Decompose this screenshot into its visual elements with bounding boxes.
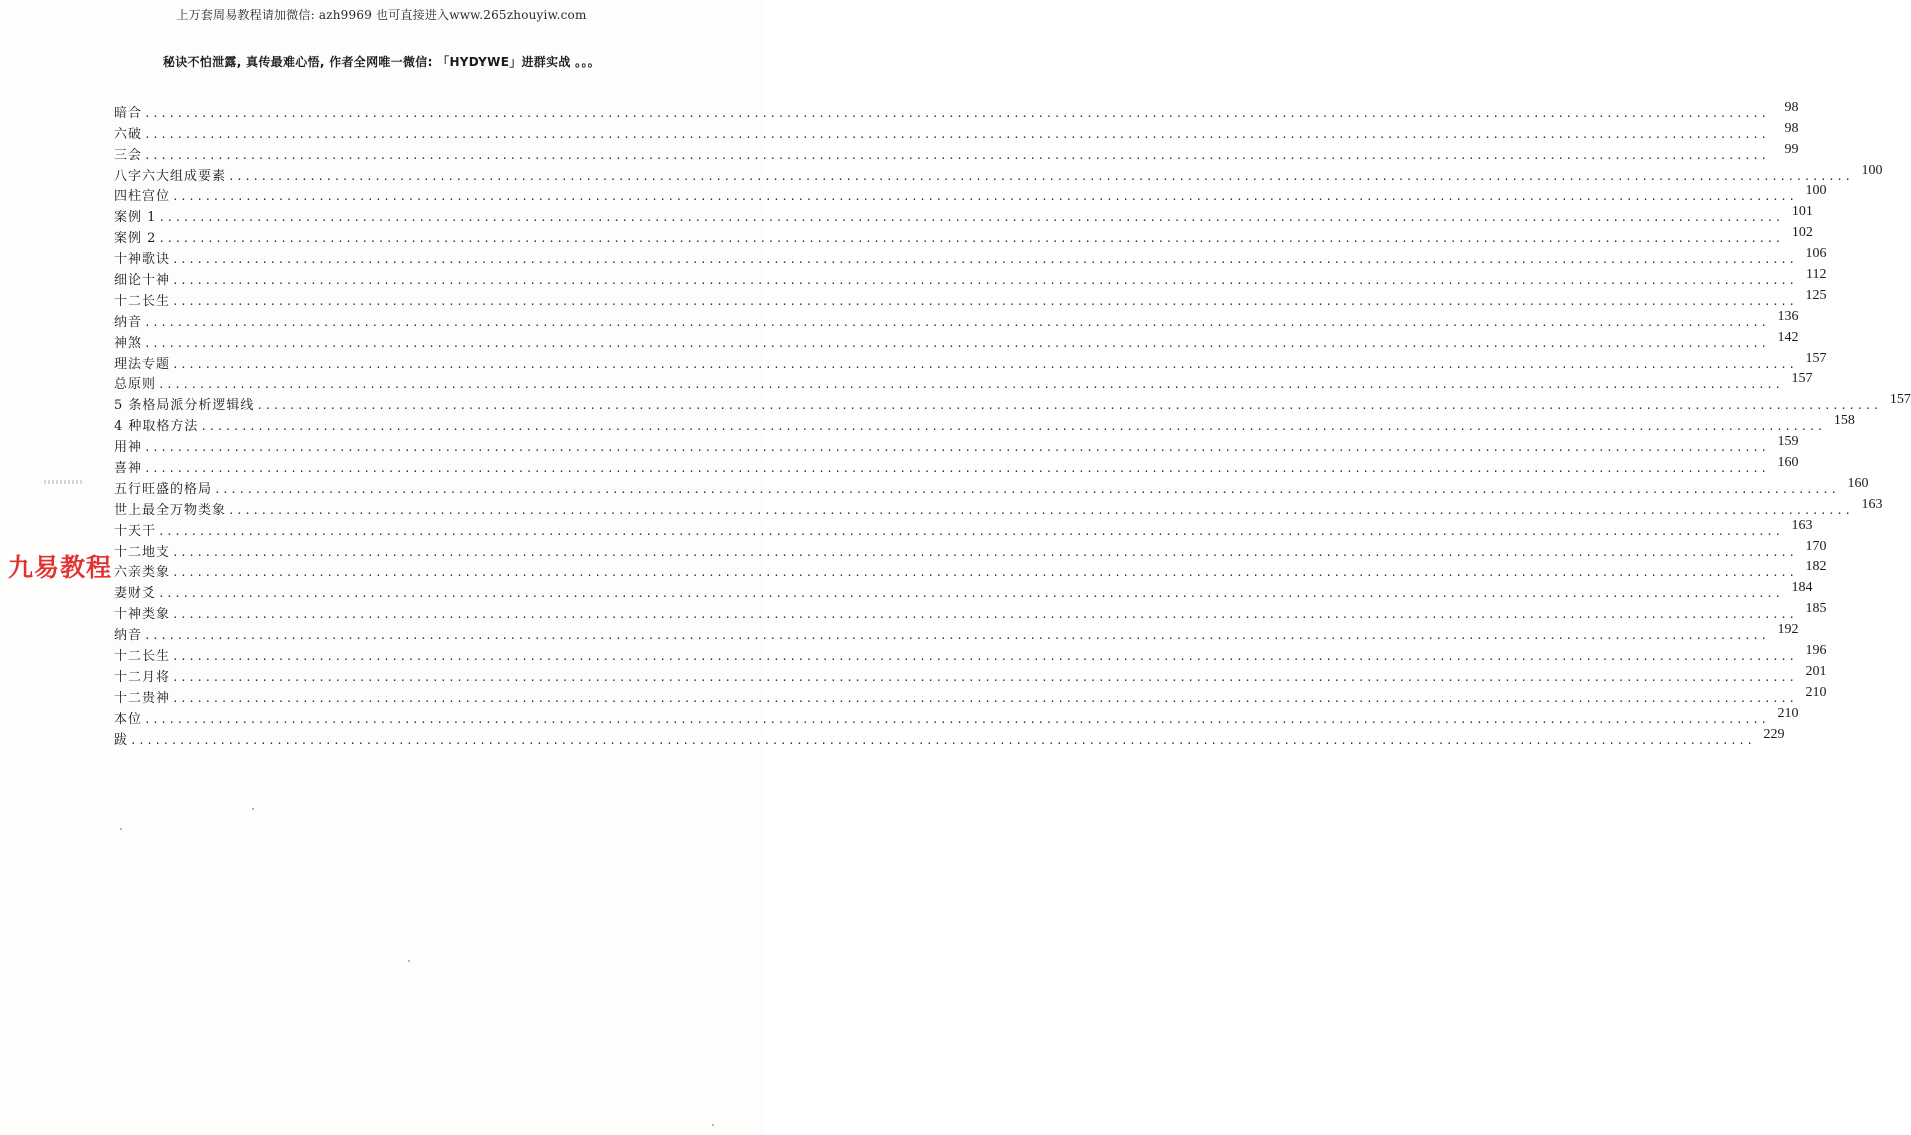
toc-entry [114,455,1799,477]
dot-leader: ........................................................................................................................................................................................................ [144,712,1769,726]
dot-leader: ........................................................................................................................................................................................................ [172,608,1797,622]
toc-entry-page-number: 163 [1791,517,1813,533]
dot-leader: ........................................................................................................................................................................................................ [172,670,1797,684]
toc-entry [114,99,1799,121]
toc-entry [114,225,1813,247]
toc-entry [114,141,1799,163]
toc-entry [114,267,1827,289]
toc-entry-title: 用神 [114,440,143,456]
toc-entry-page-number: 210 [1805,684,1827,700]
toc-entry-title: 跋 [114,732,129,748]
toc-entry-title: 案例 2 [114,231,157,247]
toc-entry [114,162,1883,184]
watermark-logo: 九易教程 [8,553,113,582]
author-wechat-line: 秘诀不怕泄露, 真传最难心悟, 作者全网唯一微信: 「HYDYWE」进群实战 。。。 [162,55,601,69]
toc-entry-title: 细论十神 [114,273,171,289]
toc-entry-title: 神煞 [114,335,143,351]
toc-entry-title: 三会 [114,147,143,163]
dot-leader: ........................................................................................................................................................................................................ [172,190,1797,204]
scan-speck [120,828,122,830]
toc-entry-page-number: 158 [1833,413,1855,429]
toc-entry-title: 世上最全万物类象 [114,502,227,518]
scan-speck [252,808,254,810]
dot-leader: ........................................................................................................................................................................................................ [144,127,1769,141]
toc-entry-title: 本位 [114,711,143,727]
toc-entry-title: 十神类象 [114,607,171,623]
toc-entry-title: 六破 [114,126,143,142]
toc-entry-page-number: 157 [1889,392,1911,408]
toc-entry-title: 理法专题 [114,356,171,372]
toc-entry-title: 十二长生 [114,649,171,665]
dot-leader: ........................................................................................................................................................................................................ [158,232,1783,246]
toc-entry-title: 四柱宫位 [114,189,171,205]
toc-entry-title: 八字六大组成要素 [114,168,227,184]
toc-entry-page-number: 100 [1861,162,1883,178]
dot-leader: ........................................................................................................................................................................................................ [214,482,1839,496]
toc-entry-title: 案例 1 [114,210,157,226]
toc-entry [114,308,1799,330]
dot-leader: ........................................................................................................................................................................................................ [172,274,1797,288]
toc-entry [114,392,1911,414]
toc-entry-page-number: 106 [1805,246,1827,262]
dot-leader: ........................................................................................................................................................................................................ [144,148,1769,162]
toc-entry-page-number: 163 [1861,496,1883,512]
toc-entry-page-number: 182 [1805,559,1827,575]
dot-leader: ........................................................................................................................................................................................................ [172,357,1797,371]
toc-entry-title: 纳音 [114,628,143,644]
dot-leader: ........................................................................................................................................................................................................ [144,106,1769,120]
dot-leader: ........................................................................................................................................................................................................ [144,462,1769,476]
toc-entry-page-number: 201 [1805,663,1827,679]
dot-leader: ........................................................................................................................................................................................................ [130,733,1755,747]
toc-entry-page-number: 99 [1784,141,1799,157]
table-of-contents [114,99,1911,748]
toc-entry [114,622,1799,644]
toc-entry-page-number: 196 [1805,643,1827,659]
toc-entry-title: 十天干 [114,523,157,539]
toc-entry [114,663,1827,685]
toc-entry-title: 十二地支 [114,544,171,560]
toc-entry [114,580,1813,602]
toc-entry [114,413,1855,435]
dot-leader: ........................................................................................................................................................................................................ [172,294,1797,308]
toc-entry-page-number: 159 [1777,434,1799,450]
toc-entry [114,120,1799,142]
header-promo-line: 上万套周易教程请加微信: azh9969 也可直接进入www.265zhouyiw.com [176,8,587,22]
toc-entry-page-number: 125 [1805,287,1827,303]
dot-leader: ........................................................................................................................................................................................................ [158,524,1783,538]
toc-entry [114,559,1827,581]
toc-entry [114,475,1869,497]
toc-entry-title: 十二贵神 [114,690,171,706]
dot-leader: ........................................................................................................................................................................................................ [228,503,1853,517]
toc-entry [114,371,1813,393]
dot-leader: ........................................................................................................................................................................................................ [200,420,1825,434]
toc-entry [114,287,1827,309]
dot-leader: ........................................................................................................................................................................................................ [172,691,1797,705]
dot-leader: ........................................................................................................................................................................................................ [144,441,1769,455]
toc-entry-page-number: 229 [1763,726,1785,742]
scan-speck [408,960,410,962]
toc-entry [114,434,1799,456]
toc-entry-page-number: 192 [1777,622,1799,638]
toc-entry-title: 十二月将 [114,669,171,685]
toc-entry-title: 总原则 [114,377,157,393]
toc-entry-page-number: 184 [1791,580,1813,596]
toc-entry [114,183,1827,205]
toc-entry [114,246,1827,268]
dot-leader: ........................................................................................................................................................................................................ [144,629,1769,643]
toc-entry [114,496,1883,518]
toc-entry-page-number: 136 [1777,308,1799,324]
dot-leader: ........................................................................................................................................................................................................ [144,315,1769,329]
toc-entry-title: 5 条格局派分析逻辑线 [114,398,255,414]
toc-entry-title: 六亲类象 [114,565,171,581]
scan-smudge [44,480,82,484]
toc-entry [114,329,1799,351]
dot-leader: ........................................................................................................................................................................................................ [172,650,1797,664]
toc-entry-page-number: 157 [1805,350,1827,366]
toc-entry-page-number: 142 [1777,329,1799,345]
toc-entry [114,684,1827,706]
toc-entry-page-number: 185 [1805,601,1827,617]
toc-entry-page-number: 98 [1784,99,1799,115]
dot-leader: ........................................................................................................................................................................................................ [172,545,1797,559]
toc-entry-page-number: 98 [1784,120,1799,136]
toc-entry-title: 妻财爻 [114,586,157,602]
toc-entry-page-number: 160 [1847,475,1869,491]
dot-leader: ........................................................................................................................................................................................................ [172,253,1797,267]
toc-entry [114,350,1827,372]
scan-speck [712,1124,714,1126]
toc-entry-page-number: 157 [1791,371,1813,387]
toc-entry-page-number: 170 [1805,538,1827,554]
dot-leader: ........................................................................................................................................................................................................ [256,399,1881,413]
toc-entry-title: 十二长生 [114,293,171,309]
toc-entry-title: 十神歌诀 [114,252,171,268]
toc-entry-page-number: 210 [1777,705,1799,721]
toc-entry [114,204,1813,226]
dot-leader: ........................................................................................................................................................................................................ [158,211,1783,225]
toc-entry-page-number: 100 [1805,183,1827,199]
toc-entry-page-number: 160 [1777,455,1799,471]
toc-entry-page-number: 101 [1791,204,1813,220]
toc-entry-title: 暗合 [114,105,143,121]
dot-leader: ........................................................................................................................................................................................................ [144,336,1769,350]
toc-entry-title: 4 种取格方法 [114,419,199,435]
dot-leader: ........................................................................................................................................................................................................ [158,378,1783,392]
toc-entry-page-number: 102 [1791,225,1813,241]
dot-leader: ........................................................................................................................................................................................................ [172,566,1797,580]
toc-entry [114,538,1827,560]
toc-entry [114,726,1785,748]
toc-entry-title: 纳音 [114,314,143,330]
toc-entry [114,643,1827,665]
toc-entry [114,517,1813,539]
toc-entry-page-number: 112 [1806,267,1827,283]
dot-leader: ........................................................................................................................................................................................................ [158,587,1783,601]
toc-entry-title: 喜神 [114,461,143,477]
toc-entry [114,705,1799,727]
toc-entry-title: 五行旺盛的格局 [114,481,213,497]
dot-leader: ........................................................................................................................................................................................................ [228,169,1853,183]
toc-entry [114,601,1827,623]
